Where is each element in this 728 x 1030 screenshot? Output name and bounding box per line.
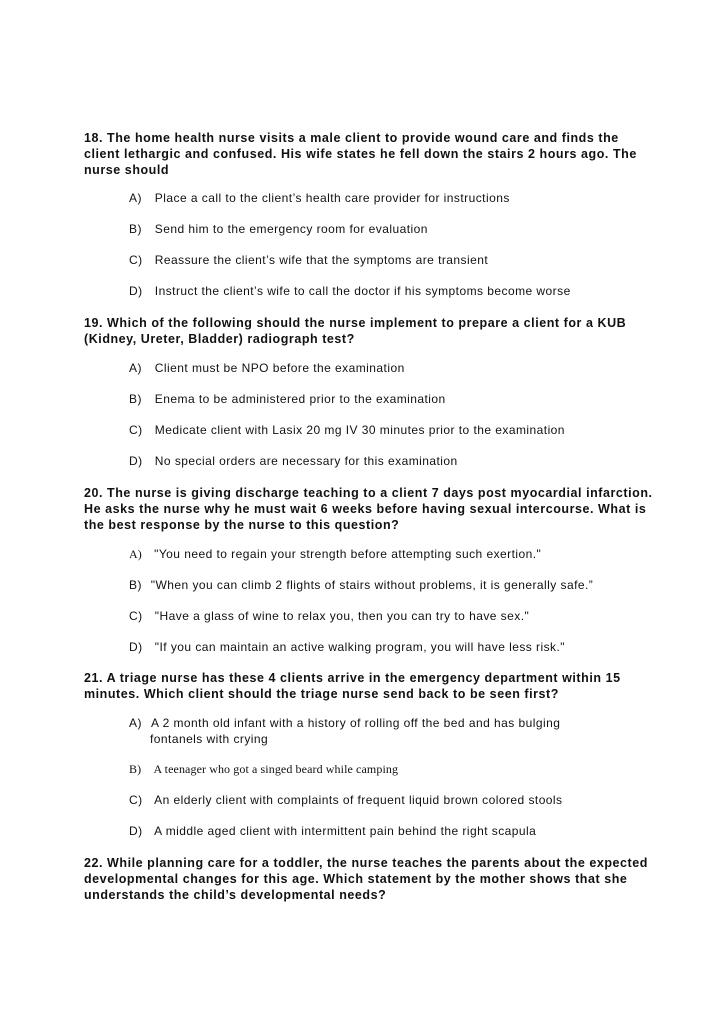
- option-letter: C): [129, 609, 143, 623]
- question-22-stem: 22. While planning care for a toddler, the nurse teaches the parents about the expected developmental changes for this age. Which statement by the mother shows that she understands the child’s developmental needs?: [84, 856, 648, 902]
- option-text: Reassure the client’s wife that the symptoms are transient: [154, 253, 489, 267]
- question-21-option-d: [129, 823, 659, 839]
- option-letter: D): [129, 284, 143, 298]
- option-text-continued: fontanels with crying: [150, 732, 269, 746]
- option-text: "When you can climb 2 flights of stairs without problems, it is generally safe.”: [150, 578, 594, 592]
- option-text: A teenager who got a singed beard while camping: [153, 762, 399, 776]
- question-20-option-b: [129, 577, 659, 593]
- option-letter: D): [129, 640, 143, 654]
- option-text: Send him to the emergency room for evaluation: [154, 222, 428, 236]
- option-text: Place a call to the client’s health care provider for instructions: [154, 191, 510, 205]
- option-letter: D): [129, 454, 143, 468]
- option-text: "You need to regain your strength before attempting such exertion.": [154, 547, 542, 561]
- option-text: Client must be NPO before the examination: [154, 361, 405, 375]
- question-21-option-b: [129, 761, 659, 777]
- option-letter: D): [129, 824, 143, 838]
- question-21-option-a: [129, 715, 659, 747]
- option-text: Enema to be administered prior to the examination: [154, 392, 446, 406]
- question-20-stem: 20. The nurse is giving discharge teaching to a client 7 days post myocardial infarction. He asks the nurse why he must wait 6 weeks before having sexual intercourse. What is the best response by the nurse to this question?: [84, 486, 653, 532]
- option-letter: C): [129, 423, 143, 437]
- question-18-stem: 18. The home health nurse visits a male client to provide wound care and finds the client lethargic and confused. His wife states he fell down the stairs 2 hours ago. The nurse should: [84, 131, 637, 177]
- question-21-option-c: [129, 792, 659, 808]
- question-19-option-c: [129, 422, 659, 438]
- option-letter: B): [129, 392, 142, 406]
- option-letter: A): [129, 716, 142, 730]
- question-21-stem: 21. A triage nurse has these 4 clients arrive in the emergency department within 15 minutes. Which client should the triage nurse send back to be seen first?: [84, 671, 621, 701]
- option-text: A middle aged client with intermittent pain behind the right scapula: [154, 824, 537, 838]
- question-20-option-a: [129, 546, 659, 562]
- question-18-option-b: [129, 221, 659, 237]
- question-18-option-a: [129, 190, 659, 206]
- option-letter: A): [129, 191, 142, 205]
- option-letter: B): [129, 222, 142, 236]
- option-text: An elderly client with complaints of frequent liquid brown colored stools: [154, 793, 563, 807]
- option-text: Instruct the client’s wife to call the doctor if his symptoms become worse: [154, 284, 571, 298]
- option-text: "Have a glass of wine to relax you, then you can try to have sex.": [154, 609, 530, 623]
- question-19-option-b: [129, 391, 659, 407]
- question-18-option-c: [129, 252, 659, 268]
- option-letter: B): [129, 762, 142, 776]
- option-letter: A): [129, 547, 142, 561]
- option-text: No special orders are necessary for this examination: [154, 454, 458, 468]
- option-letter: A): [129, 361, 142, 375]
- question-18-option-d: [129, 283, 659, 299]
- option-letter: C): [129, 793, 143, 807]
- question-19-option-a: [129, 360, 659, 376]
- option-letter: C): [129, 253, 143, 267]
- question-20-option-d: [129, 639, 659, 655]
- option-text: Medicate client with Lasix 20 mg IV 30 minutes prior to the examination: [154, 423, 565, 437]
- question-20-option-c: [129, 608, 659, 624]
- option-letter: B): [129, 578, 142, 592]
- question-19-option-d: [129, 453, 659, 469]
- option-text: A 2 month old infant with a history of rolling off the bed and has bulging: [151, 716, 561, 730]
- question-19-stem: 19. Which of the following should the nurse implement to prepare a client for a KUB (Kidney, Ureter, Bladder) radiograph test?: [84, 316, 627, 346]
- option-text: "If you can maintain an active walking program, you will have less risk.": [154, 640, 565, 654]
